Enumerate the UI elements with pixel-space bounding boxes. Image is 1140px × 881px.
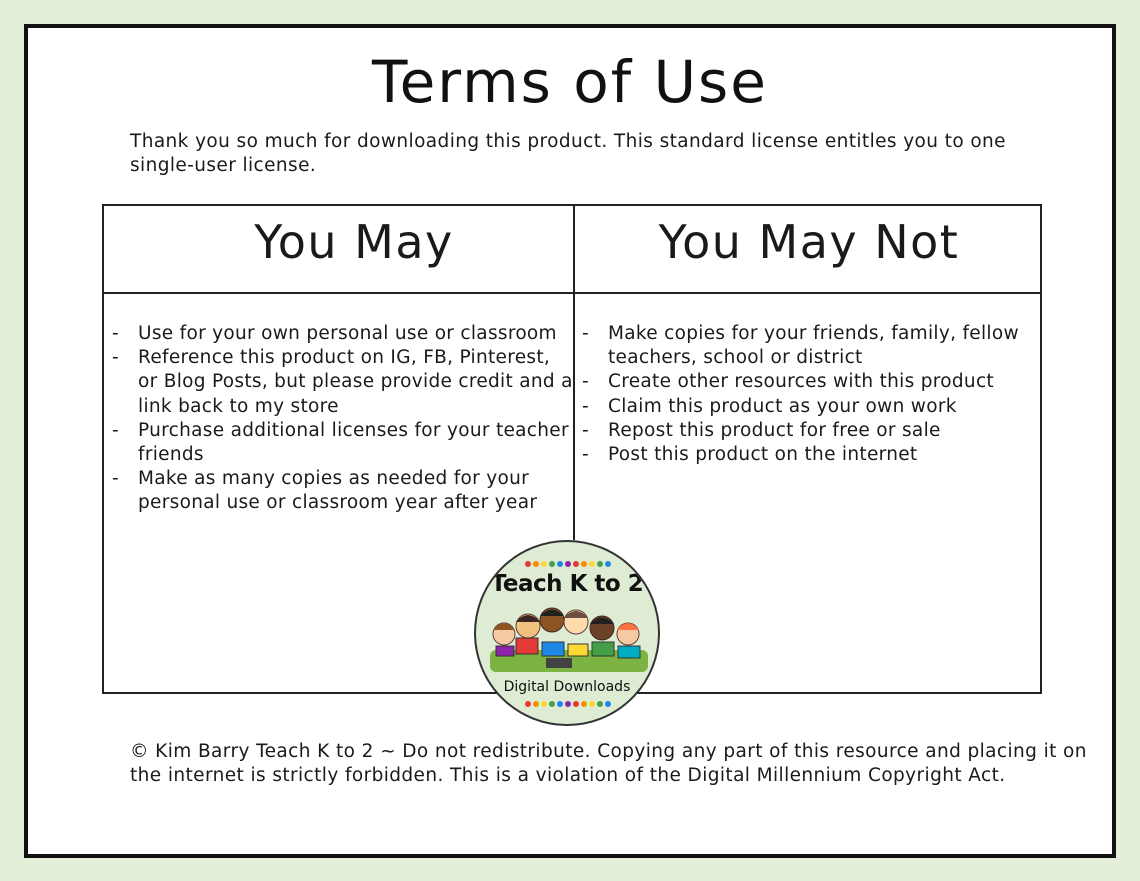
you-may-not-list bbox=[582, 322, 1032, 467]
list-item bbox=[582, 370, 1032, 394]
list-item-text: Post this product on the internet bbox=[608, 444, 918, 466]
you-may-not-heading: You May Not bbox=[658, 215, 960, 269]
list-item bbox=[582, 419, 1032, 443]
list-item bbox=[112, 346, 574, 419]
copyright-notice: © Kim Barry Teach K to 2 ~ Do not redistribute. Copying any part of this resource and placing it on the internet is strictly forbidden. This is a violation of the Digital Millennium Copyright Act. bbox=[130, 741, 1087, 786]
list-item bbox=[112, 467, 574, 515]
logo-subtitle: Digital Downloads bbox=[503, 679, 631, 695]
bullet-dash: - bbox=[112, 323, 119, 344]
logo-name: Teach K to 2 bbox=[490, 571, 644, 597]
list-item bbox=[112, 322, 574, 346]
teach-k-to-2-logo bbox=[474, 540, 660, 726]
bullet-dash: - bbox=[582, 323, 589, 344]
bullet-dash: - bbox=[112, 419, 119, 441]
bullet-dash: - bbox=[112, 347, 119, 369]
list-item bbox=[582, 443, 1032, 467]
list-item-text: Create other resources with this product bbox=[608, 371, 994, 393]
bullet-dash: - bbox=[582, 419, 589, 441]
list-item-text: Reference this product on IG, FB, Pinterest, or Blog Posts, but please provide credit and a link back to my store bbox=[138, 347, 573, 417]
page-title: Terms of Use bbox=[372, 48, 768, 116]
list-item bbox=[582, 322, 1032, 370]
list-item bbox=[582, 395, 1032, 419]
you-may-list bbox=[112, 322, 574, 516]
header-divider bbox=[104, 292, 1040, 294]
list-item-text: Claim this product as your own work bbox=[608, 395, 957, 417]
list-item-text: Make copies for your friends, family, fellow teachers, school or district bbox=[608, 323, 1019, 369]
bullet-dash: - bbox=[582, 395, 589, 417]
bullet-dash: - bbox=[582, 371, 589, 393]
list-item-text: Repost this product for free or sale bbox=[608, 419, 941, 441]
list-item-text: Purchase additional licenses for your teacher friends bbox=[138, 419, 569, 466]
intro-text: Thank you so much for downloading this product. This standard license entitles you to one single-user license. bbox=[130, 131, 1006, 176]
list-item-text: Use for your own personal use or classroom bbox=[138, 323, 557, 344]
list-item-text: Make as many copies as needed for your personal use or classroom year after year bbox=[138, 468, 538, 514]
bullet-dash: - bbox=[112, 468, 119, 490]
bullet-dash: - bbox=[582, 444, 589, 466]
you-may-heading: You May bbox=[254, 215, 454, 269]
list-item bbox=[112, 419, 574, 467]
document-page bbox=[24, 24, 1116, 858]
